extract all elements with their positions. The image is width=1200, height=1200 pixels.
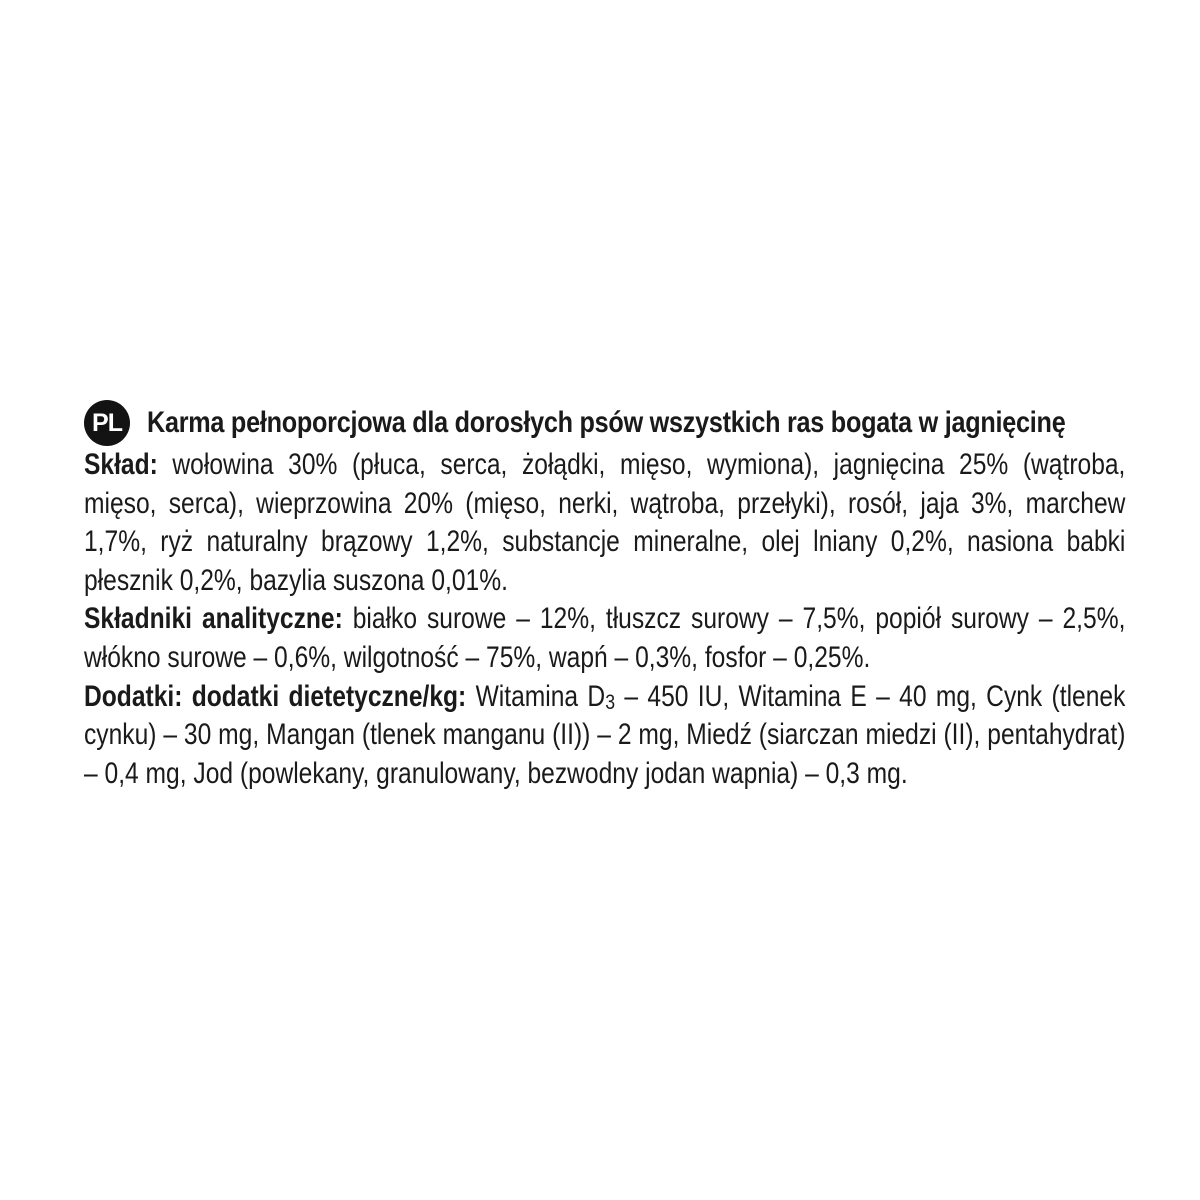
paragraph-sklad [84, 446, 1125, 600]
paragraph-sklad-lead: Skład: [84, 448, 158, 481]
paragraph-dodatki [84, 678, 1125, 794]
paragraph-dodatki-text-after-subscript: – 450 IU, Witamina E – 40 mg, Cynk (tlenek cynku) – 30 mg, Mangan (tlenek manganu (II)) – 2 mg, Miedź (siarczan miedzi (II), pentahydrat) – 0,4 mg, Jod (powlekany, granulowany, bezwodny jodan wapnia) – 0,3 mg. [84, 679, 1126, 790]
paragraph-sklad-text: wołowina 30% (płuca, serca, żołądki, mięso, wymiona), jagnięcina 25% (wątroba, mięso, serca), wieprzowina 20% (mięso, nerki, wątroba, przełyki), rosół, jaja 3%, marchew 1,7%, ryż naturalny brązowy 1,2%, substancje mineralne, olej lniany 0,2%, nasiona babki płesznik 0,2%, bazylia suszona 0,01%. [84, 448, 1126, 597]
paragraph-skladniki-analityczne [84, 600, 1125, 677]
paragraph-dodatki-lead: Dodatki: dodatki dietetyczne/kg: [84, 679, 467, 713]
product-heading: Karma pełnoporcjowa dla dorosłych psów wszystkich ras bogata w jagnięcinę [147, 406, 1066, 439]
label-body [84, 446, 1125, 793]
paragraph-skladniki-text: białko surowe – 12%, tłuszcz surowy – 7,5%, popiół surowy – 2,5%, włókno surowe – 0,6%, wilgotność – 75%, wapń – 0,3%, fosfor – 0,25%. [84, 602, 1126, 674]
vitamin-d3-subscript: 3 [605, 689, 616, 715]
language-badge-text: PL [92, 408, 122, 437]
language-badge-pl [84, 400, 130, 446]
paragraph-dodatki-text-before-subscript: Witamina D [466, 679, 606, 713]
paragraph-skladniki-lead: Składniki analityczne: [84, 602, 343, 636]
